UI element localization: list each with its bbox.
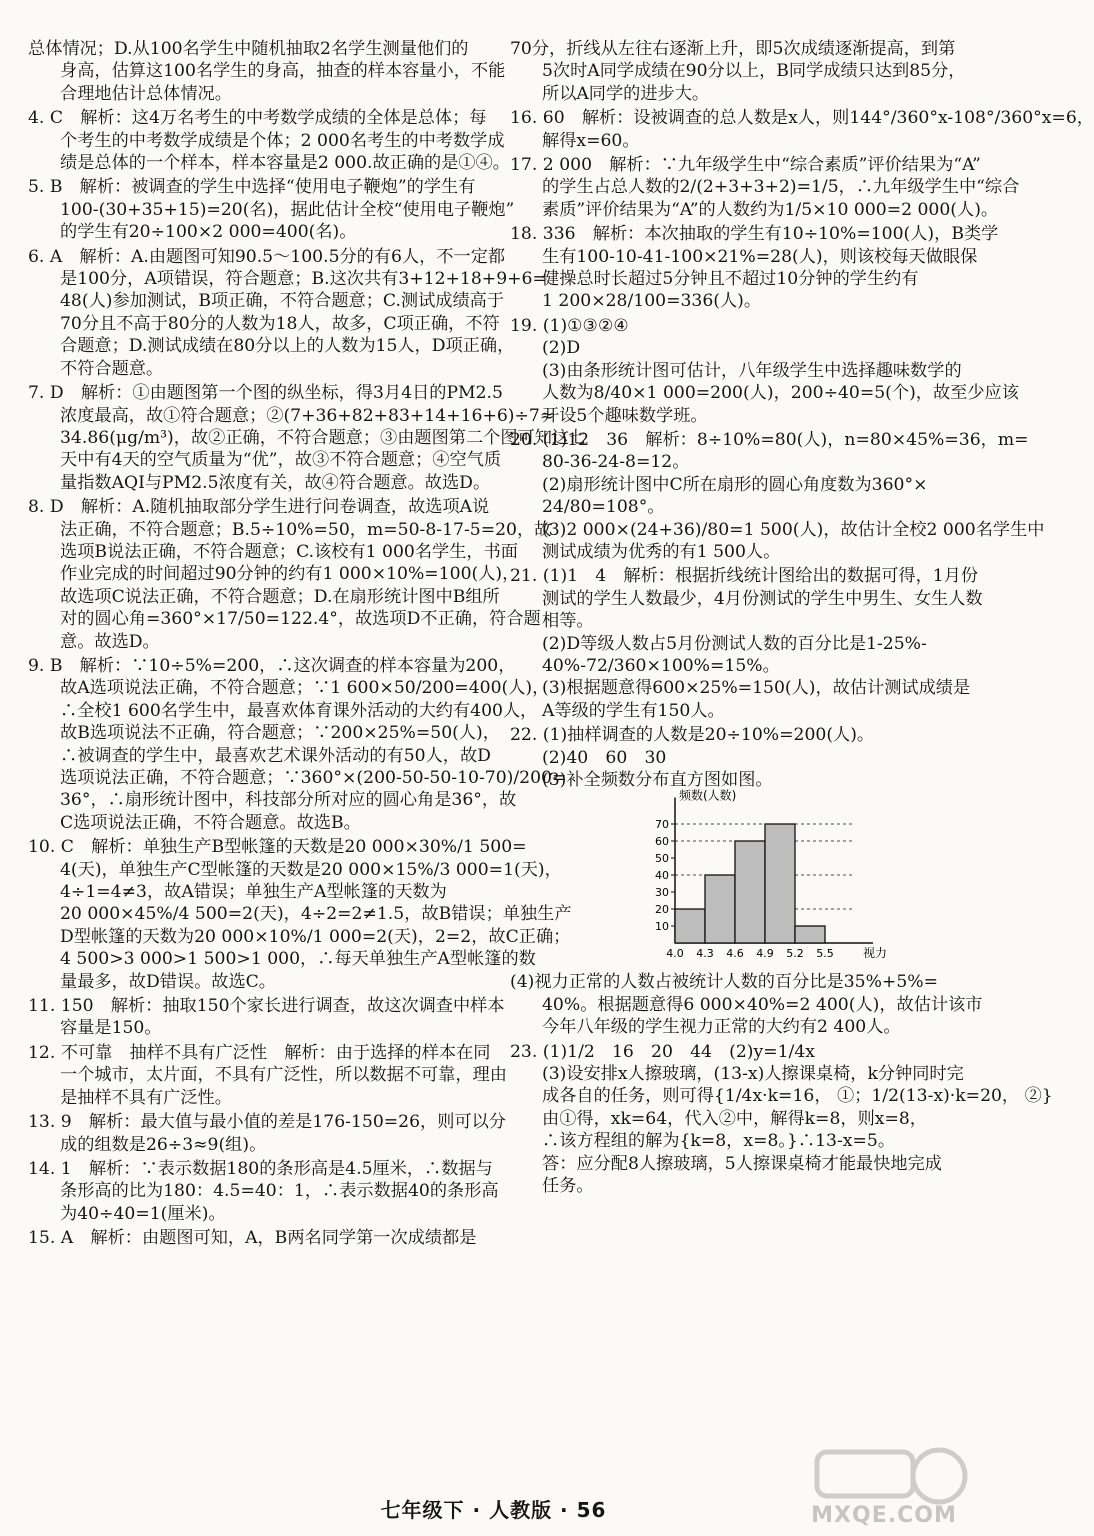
x-tick-label: 5.5 [816,947,834,961]
answer-line: (3)2 000×(24+36)/80=1 500(人)，故估计全校2 000名学生中 [542,519,1045,540]
answer-line: 4. C 解析：这4万名考生的中考数学成绩的全体是总体；每 [28,108,487,129]
answer-line: 34.86(μg/m³)，故②正确，不符合题意；③由题图第二个图可知这七 [60,427,587,448]
answer-line: 20 000×45%/4 500=2(天)，4÷2=2≠1.5，故B错误；单独生产 [60,904,572,925]
answer-line: 36°，∴扇形统计图中，科技部分所对应的圆心角是36°，故 [60,790,517,811]
answer-item [510,724,962,791]
answer-line: 对的圆心角=360°×17/50=122.4°，故选项D不正确，符合题 [60,609,541,630]
answer-item [510,315,1019,427]
histogram-bar [735,841,765,943]
answer-item [28,1111,506,1156]
answer-line: 10. C 解析：单独生产B型帐篷的天数是20 000×30%/1 500= [28,837,527,858]
x-axis-label: 视力 [863,946,888,961]
watermark-logo [799,1438,969,1528]
answer-item [28,176,515,243]
answer-line: 条形高的比为180：4.5=40：1，∴表示数据40的条形高 [60,1181,499,1202]
answer-line: 总体情况；D.从100名学生中随机抽取2名学生测量他们的 [28,39,469,59]
y-tick-label: 70 [655,818,669,832]
answer-line: (4)视力正常的人数占被统计人数的百分比是35%+5%= [510,972,938,993]
answer-line: (2)D [542,338,581,359]
answer-line: 4÷1=4≠3，故A错误；单独生产A型帐篷的天数为 [60,882,447,903]
answer-line: 选项说法正确，不符合题意；∵360°×(200-50-50-10-70)/200= [60,768,567,788]
answer-item [510,223,999,313]
answer-line: 故B选项说法不正确，符合题意；∵200×25%=50(人)， [60,723,500,744]
x-tick-label: 4.3 [696,947,714,961]
answer-line: 选项B说法正确，不符合题意；C.该校有1 000名学生，书面 [60,541,518,562]
answer-line: 7. D 解析：①由题图第一个图的纵坐标，得3月4日的PM2.5 [28,383,503,404]
right-column-top [510,38,1094,791]
x-tick-label: 4.6 [726,947,744,961]
answer-line: 23. (1)1/2 16 20 44 (2)y=1/4x [510,1041,815,1062]
answer-line: (2)40 60 30 [542,747,667,768]
answer-line: 是抽样不具有广泛性。 [60,1087,232,1108]
answer-line: 量指数AQI与PM2.5浓度有关，故④符合题意。故选D。 [60,472,491,493]
answer-line: 17. 2 000 解析：∵九年级学生中“综合素质”评价结果为“A” [510,155,981,176]
answer-line: 意。故选D。 [60,631,160,652]
y-axis-label: 频数(人数) [679,788,737,803]
answer-line: 是100分，A项错误，符合题意；B.这次共有3+12+18+9+6= [60,269,547,290]
page-footer: 七年级下 · 人教版 · 56 [380,1498,607,1522]
answer-line: 成各自的任务，则可得{1/4x·k=16， ①；1/2(13-x)·k=20， ②} [542,1086,1053,1107]
answer-line: (3)设安排x人擦玻璃，(13-x)人擦课桌椅，k分钟同时完 [542,1064,964,1085]
answer-item [28,1158,499,1225]
answer-line: (2)D等级人数占5月份测试人数的百分比是1-25%- [542,633,927,654]
answer-line: (2)扇形统计图中C所在扇形的圆心角度数为360°× [542,474,928,495]
x-tick-label: 4.0 [666,947,684,961]
answer-line: 容量是150。 [60,1018,162,1039]
answer-line: 20. (1)12 36 解析：8÷10%=80(人)，n=80×45%=36，m= [510,429,1029,450]
answer-line: 浓度最高，故①符合题意；②(7+36+82+83+14+16+6)÷7≈ [60,405,555,426]
answer-line: 40%-72/360×100%=15%。 [542,655,780,676]
answer-line: ∴全校1 600名学生中，最喜欢体育课外活动的大约有400人， [60,700,538,721]
answer-item [28,38,506,105]
answer-line: 身高，估算这100名学生的身高，抽查的样本容量小，不能 [60,61,506,82]
answer-line: ∴被调查的学生中，最喜欢艺术课外活动的有50人，故D [60,745,491,766]
answer-line: 11. 150 解析：抽取150个家长进行调查，故这次调查中样本 [28,996,505,1017]
answer-line: 19. (1)①③②④ [510,315,629,336]
watermark-text: MXQE.COM [811,1503,957,1528]
answer-line: 40%。根据题意得6 000×40%=2 400(人)，故估计该市 [542,994,983,1015]
answer-line: 5. B 解析：被调查的学生中选择“使用电子鞭炮”的学生有 [28,177,476,198]
answer-line: 成的组数是26÷3≈9(组)。 [60,1134,267,1155]
answer-line: 作业完成的时间超过90分钟的约有1 000×10%=100(人)， [60,564,520,585]
answer-line: D型帐篷的天数为20 000×10%/1 000=2(天)，2=2，故C正确； [60,926,571,947]
answer-line: 9. B 解析：∵10÷5%=200，∴这次调查的样本容量为200， [28,655,516,676]
answer-line: 的学生占总人数的2/(2+3+3+2)=1/5，∴九年级学生中“综合 [542,177,1020,198]
answer-line: 100-(30+35+15)=20(名)，据此估计全校“使用电子鞭炮” [60,199,515,220]
answer-line: 开设5个趣味数学班。 [542,405,708,426]
answer-line: 人数为8/40×1 000=200(人)，200÷40=5(个)，故至少应该 [542,383,1019,404]
answer-line: 个考生的中考数学成绩是个体；2 000名考生的中考数学成 [60,130,505,151]
answer-item [28,836,572,993]
x-tick-label: 5.2 [786,947,804,961]
y-tick-label: 40 [655,869,669,883]
answer-line: 5次时A同学成绩在90分以上，B同学成绩只达到85分， [542,61,966,82]
histogram-bar [795,926,825,943]
answer-line: 素质”评价结果为“A”的人数约为1/5×10 000=2 000(人)。 [542,199,999,220]
histogram-svg [510,788,962,965]
y-tick-label: 50 [655,852,669,866]
answer-line: 生有100-10-41-100×21%=28(人)，则该校每天做眼保 [542,246,978,267]
answer-line: 6. A 解析：A.由题图可知90.5～100.5分的有6人，不一定都 [28,246,506,267]
answer-line: 为40÷40=1(厘米)。 [60,1203,226,1224]
answer-line: 故A选项说法正确，不符合题意；∵1 600×50/200=400(人)， [60,678,550,699]
answer-line: 今年八年级的学生视力正常的大约有2 400人。 [542,1017,901,1038]
answer-item [28,382,587,494]
x-tick-label: 4.9 [756,947,774,961]
answer-line: 健操总时长超过5分钟且不超过10分钟的学生约有 [542,269,919,290]
histogram-bar [705,875,735,943]
answer-line: 任务。 [542,1176,594,1197]
answer-line: 绩是总体的一个样本，样本容量是2 000.故正确的是①④。 [60,153,510,174]
answer-line: 48(人)参加测试，B项正确，不符合题意；C.测试成绩高于 [60,291,505,312]
answer-item [28,496,552,653]
answer-line: 所以A同学的进步大。 [542,83,710,104]
answer-item [510,1041,1053,1198]
answer-line: 8. D 解析：A.随机抽取部分学生进行问卷调查，故选项A说 [28,497,490,518]
answer-line: 12. 不可靠 抽样不具有广泛性 解析：由于选择的样本在同 [28,1042,491,1063]
answer-line: 24/80=108°。 [542,497,665,518]
answer-line: A等级的学生有150人。 [542,700,725,721]
answer-item [28,995,505,1040]
answer-line: C选项说法正确，不符合题意。故选B。 [60,812,361,833]
answer-line: 法正确，不符合题意；B.5÷10%=50，m=50-8-17-5=20，故 [60,519,552,540]
answer-line: 21. (1)1 4 解析：根据折线统计图给出的数据可得，1月份 [510,566,979,587]
answer-line: 13. 9 解析：最大值与最小值的差是176-150=26，则可以分 [28,1112,506,1133]
y-tick-label: 10 [655,920,669,934]
answer-line: 14. 1 解析：∵表示数据180的条形高是4.5厘米，∴数据与 [28,1158,493,1179]
answer-item [510,971,983,1038]
answer-line: 22. (1)抽样调查的人数是20÷10%=200(人)。 [510,725,875,746]
answer-line: 70分且不高于80分的人数为18人，故多，C项正确，不符 [60,313,500,334]
answer-line: 的学生有20÷100×2 000=400(名)。 [60,222,357,243]
answer-line: 天中有4天的空气质量为“优”，故③不符合题意；④空气质 [60,450,502,471]
answer-item [28,655,567,834]
answer-line: 1 200×28/100=336(人)。 [542,291,762,312]
answer-line: 测试的学生人数最少，4月份测试的学生中男生、女生人数 [542,588,983,609]
answer-line: 4 500>3 000>1 500>1 000，∴每天单独生产A型帐篷的数 [60,949,536,970]
histogram-bar [765,824,795,943]
answer-line: (3)根据题意得600×25%=150(人)，故估计测试成绩是 [542,678,971,699]
answer-item [510,154,1020,221]
right-column-bottom [510,971,1053,1197]
y-tick-label: 20 [655,903,669,917]
answer-line: 量最多，故D错误。故选C。 [60,971,276,992]
answer-item [28,1042,507,1109]
answer-line: 15. A 解析：由题图可知，A，B两名同学第一次成绩都是 [28,1228,477,1249]
answer-item [28,107,510,174]
y-tick-label: 30 [655,886,669,900]
answer-line: 18. 336 解析：本次抽取的学生有10÷10%=100(人)，B类学 [510,224,999,245]
answer-item [28,1227,486,1249]
answer-item [510,107,1094,152]
answer-line: 合题意；D.测试成绩在80分以上的人数为15人，D项正确， [60,336,515,357]
answer-line: 解得x=60。 [542,130,640,151]
histogram-chart [510,788,962,965]
answer-line: (3)由条形统计图可估计，八年级学生中选择趣味数学的 [542,360,962,381]
answer-line: 相等。 [542,611,594,632]
answer-line: 70分，折线从左往右逐渐上升，即5次成绩逐渐提高，到第 [510,39,956,59]
answer-item [510,38,966,105]
answer-item [510,565,983,722]
answer-line: ∴该方程组的解为{k=8，x=8。}∴13-x=5。 [542,1131,896,1152]
answer-line: 合理地估计总体情况。 [60,83,232,104]
right-column [510,38,1094,1199]
answer-item [510,429,1045,563]
answer-line: 4(天)，单独生产C型帐篷的天数是20 000×15%/3 000=1(天)， [60,859,562,880]
answer-line: 80-36-24-8=12。 [542,452,690,473]
histogram-bar [675,909,705,943]
answer-line: 答：应分配8人擦玻璃，5人擦课桌椅才能最快地完成 [542,1153,942,1174]
answer-line: (3)补全频数分布直方图如图。 [542,770,773,790]
answer-line: 不符合题意。 [60,358,164,379]
answer-line: 一个城市，太片面，不具有广泛性，所以数据不可靠，理由 [60,1065,507,1086]
y-tick-label: 60 [655,835,669,849]
answer-line: 16. 60 解析：设被调查的总人数是x人，则144°/360°x-108°/360°x=6， [510,108,1094,129]
answer-line: 故选项C说法正确，不符合题意；D.在扇形统计图中B组所 [60,586,500,607]
answer-line: 测试成绩为优秀的有1 500人。 [542,541,781,562]
answer-item [28,246,547,380]
answer-line: 由①得，xk=64，代入②中，解得k=8，则x=8， [542,1108,927,1129]
